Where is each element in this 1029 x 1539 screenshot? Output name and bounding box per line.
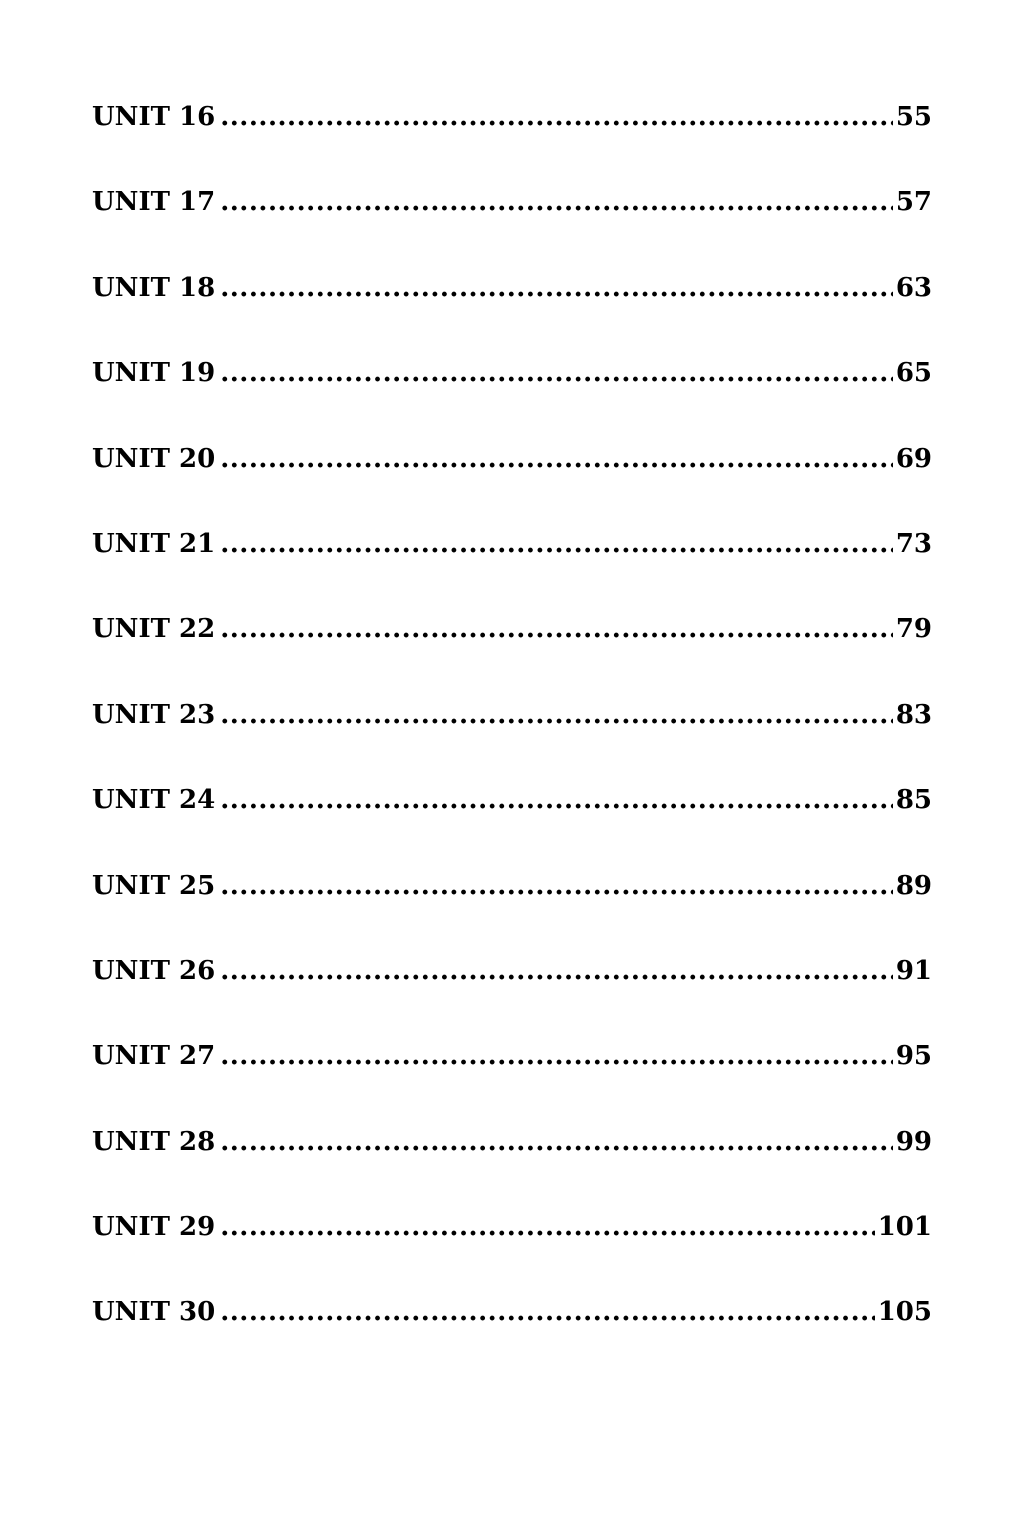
toc-entry-label: UNIT 20 [92,443,216,474]
toc-entry-label: UNIT 23 [92,699,216,730]
toc-dot-leader [220,1299,875,1325]
toc-entry[interactable] [92,699,932,787]
toc-dot-leader [220,873,893,899]
toc-entry[interactable] [92,955,932,1043]
toc-dot-leader [220,1214,875,1240]
toc-entry-label: UNIT 19 [92,358,216,389]
toc-entry[interactable] [92,443,932,531]
toc-entry[interactable] [92,360,932,445]
toc-page-number: 73 [895,528,932,559]
table-of-contents [92,104,932,1385]
toc-entry-label: UNIT 28 [92,1126,216,1157]
toc-entry-label: UNIT 25 [92,870,216,901]
toc-page-number: 95 [895,1041,932,1072]
toc-entry-label: UNIT 22 [92,614,216,645]
toc-entry-label: UNIT 21 [92,528,216,559]
toc-dot-leader [220,1043,893,1069]
toc-entry[interactable] [92,1126,932,1214]
toc-entry[interactable] [92,1299,932,1384]
toc-entry[interactable] [92,528,932,616]
toc-page-number: 91 [895,955,932,986]
toc-dot-leader [220,702,893,728]
toc-page-number: 89 [895,870,932,901]
toc-entry-label: UNIT 26 [92,955,216,986]
toc-entry[interactable] [92,1043,932,1128]
toc-entry-label: UNIT 27 [92,1041,216,1072]
toc-dot-leader [220,958,893,984]
toc-entry[interactable] [92,272,932,360]
toc-page-number: 83 [895,699,932,730]
toc-page-number: 99 [895,1126,932,1157]
toc-page-number: 63 [895,272,932,303]
toc-page-number: 55 [895,102,932,132]
toc-entry[interactable] [92,787,932,872]
toc-page-number: 105 [877,1297,932,1328]
toc-entry-label: UNIT 17 [92,187,216,218]
toc-dot-leader [220,616,893,642]
toc-entry-label: UNIT 24 [92,785,216,816]
toc-dot-leader [220,1129,893,1155]
toc-page-number: 101 [877,1212,932,1243]
toc-entry[interactable] [92,189,932,274]
toc-dot-leader [220,275,893,301]
toc-entry[interactable] [92,104,932,189]
toc-page-number: 57 [895,187,932,218]
toc-page-number: 69 [895,443,932,474]
toc-entry-label: UNIT 16 [92,102,216,132]
toc-dot-leader [220,787,893,813]
toc-entry-label: UNIT 29 [92,1212,216,1243]
toc-dot-leader [220,531,893,557]
toc-dot-leader [220,189,893,215]
toc-entry[interactable] [92,616,932,701]
toc-entry[interactable] [92,1214,932,1299]
toc-entry-label: UNIT 30 [92,1297,216,1328]
toc-dot-leader [220,104,893,130]
toc-page-number: 79 [895,614,932,645]
toc-page-number: 65 [895,358,932,389]
toc-dot-leader [220,360,893,386]
toc-entry[interactable] [92,870,932,958]
toc-entry-label: UNIT 18 [92,272,216,303]
toc-dot-leader [220,446,893,472]
toc-page-number: 85 [895,785,932,816]
